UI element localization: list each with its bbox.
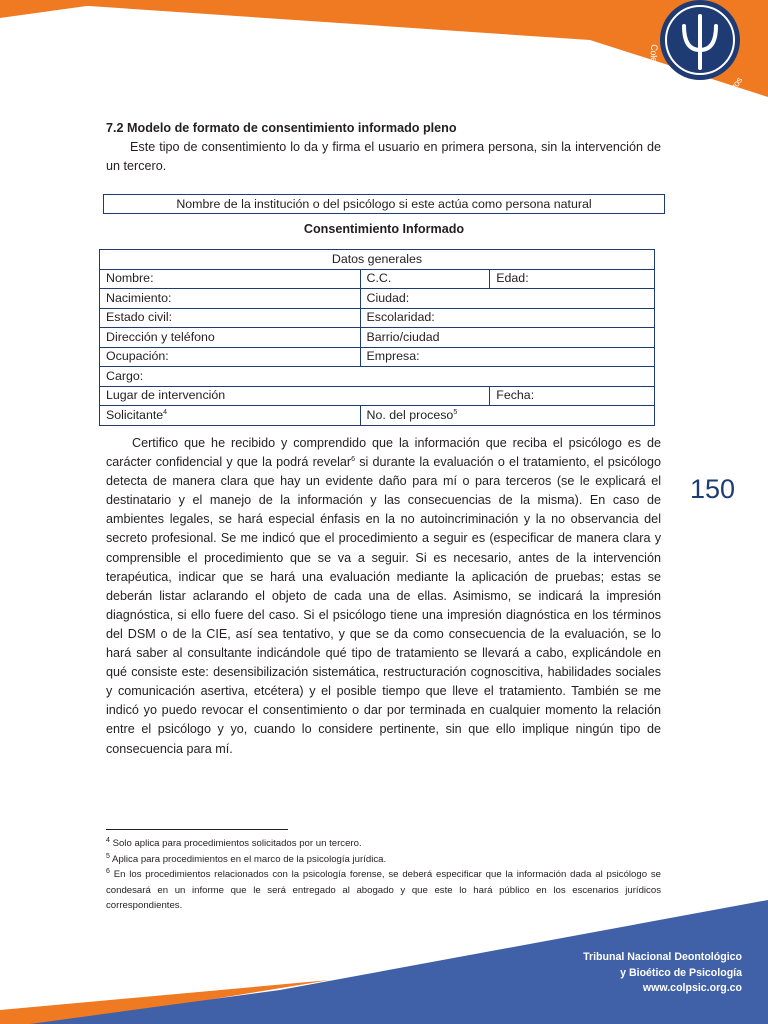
colpsic-logo	[630, 0, 762, 130]
table-header: Datos generales	[100, 250, 655, 270]
estado-civil-field: Estado civil:	[100, 308, 361, 328]
empresa-field: Empresa:	[360, 347, 654, 367]
body-part2: si durante la evaluación o el tratamiento, el psicólogo detecta de manera clara que hay un evidente daño para mí o para terceros (se le explicará el destinatario y el manejo de la información y las consecuencias de la misma). En caso de ambientes legales, se hará especial énfasis en la no autoincriminación y la no observancia del secreto profesional. Se me indicó que el procedimiento a seguir es (especificar de manera clara y comprensible el procedimiento que se va a seguir. Si es necesario, antes de la intervención terapéutica, indicar que se hará una evaluación mediante la aplicación de pruebas; estas se deberán listar aclarando el objeto de cada una de ellas. Asimismo, se indicará la impresión diagnóstica, si ello fuere del caso. Si el psicólogo tiene una impresión diagnóstica en los términos del DSM o de la CIE, así sea tentativo, y que se da como consecuencia de la evaluación, se lo hará saber al consultante indicándole qué tipo de tratamiento se llevará a cabo, explicándole en qué consiste este: desensibilización sistemática, restructuración cognoscitiva, habilidades sociales y comunicación asertiva, etcétera) y el posible tiempo que lleve el tratamiento. También se me indicó yo puedo revocar el consentimiento o dar por terminada en cualquier momento la relación entre el psicólogo y yo, cuando lo considere pertinente, sin que ello implique ningún tipo de consecuencia para mí.	[106, 455, 661, 756]
table-row	[100, 406, 655, 426]
section-intro	[106, 119, 661, 176]
cc-field: C.C.	[360, 269, 490, 289]
table-row	[100, 328, 655, 348]
table-row	[100, 386, 655, 406]
solicitante-label: Solicitante	[106, 407, 164, 422]
cargo-field: Cargo:	[100, 367, 655, 387]
footnote-text: En los procedimientos relacionados con la psicología forense, se deberá especificar que la información dada al psicólogo se condesará en un informe que le será entregado al abogado y que este lo hará público en los escenarios jurídicos correspondientes.	[106, 869, 661, 911]
direccion-field: Dirección y teléfono	[100, 328, 361, 348]
footnote-ref: 5	[453, 408, 458, 416]
orange-banner-tail	[0, 0, 130, 18]
footer-text	[583, 950, 742, 997]
edad-field: Edad:	[490, 269, 655, 289]
footer-line2: y Bioético de Psicología	[620, 966, 742, 979]
table-row	[100, 308, 655, 328]
intro-paragraph: Este tipo de consentimiento lo da y firma el usuario en primera persona, sin la intervención de un tercero.	[106, 140, 661, 173]
footnote-ref: 6	[351, 455, 355, 463]
ciudad-field: Ciudad:	[360, 289, 654, 309]
table-row	[100, 250, 655, 270]
body-part1: Certifico que he recibido y comprendido que la información que reciba el psicólogo es de carácter confidencial y que la podrá revelar	[106, 436, 661, 470]
footnote-text: Aplica para procedimientos en el marco de la psicología jurídica.	[109, 853, 387, 865]
institution-name-box: Nombre de la institución o del psicólogo si este actúa como persona natural	[103, 194, 665, 214]
ocupacion-field: Ocupación:	[100, 347, 361, 367]
footnote-text: Solo aplica para procedimientos solicitados por un tercero.	[109, 838, 362, 849]
footnote-num: 4	[106, 836, 110, 844]
solicitante-field	[100, 406, 361, 426]
footnote-ref: 4	[163, 408, 168, 416]
general-data-table	[99, 249, 655, 426]
table-row	[100, 269, 655, 289]
proceso-field	[360, 406, 654, 426]
footnote-item	[106, 836, 661, 852]
footer-line1: Tribunal Nacional Deontológico	[583, 951, 742, 963]
footnote-rule	[106, 829, 288, 830]
nombre-field: Nombre:	[100, 269, 361, 289]
table-row	[100, 367, 655, 387]
footer-url[interactable]: www.colpsic.org.co	[642, 982, 742, 994]
table-row	[100, 289, 655, 309]
footnote-num: 5	[106, 852, 110, 860]
consent-body	[106, 434, 661, 759]
logo-text: Colegio Colombiano de Psicólogos	[648, 43, 745, 107]
section-title: 7.2 Modelo de formato de consentimiento informado pleno	[106, 121, 457, 135]
table-row	[100, 347, 655, 367]
footnote-num: 6	[106, 867, 110, 875]
nacimiento-field: Nacimiento:	[100, 289, 361, 309]
footnote-item	[106, 852, 661, 868]
lugar-field: Lugar de intervención	[100, 386, 490, 406]
barrio-field: Barrio/ciudad	[360, 328, 654, 348]
escolaridad-field: Escolaridad:	[360, 308, 654, 328]
proceso-label: No. del proceso	[366, 407, 454, 422]
consent-title: Consentimiento Informado	[303, 222, 465, 236]
page-number: 150	[690, 474, 736, 504]
fecha-field: Fecha:	[490, 386, 655, 406]
